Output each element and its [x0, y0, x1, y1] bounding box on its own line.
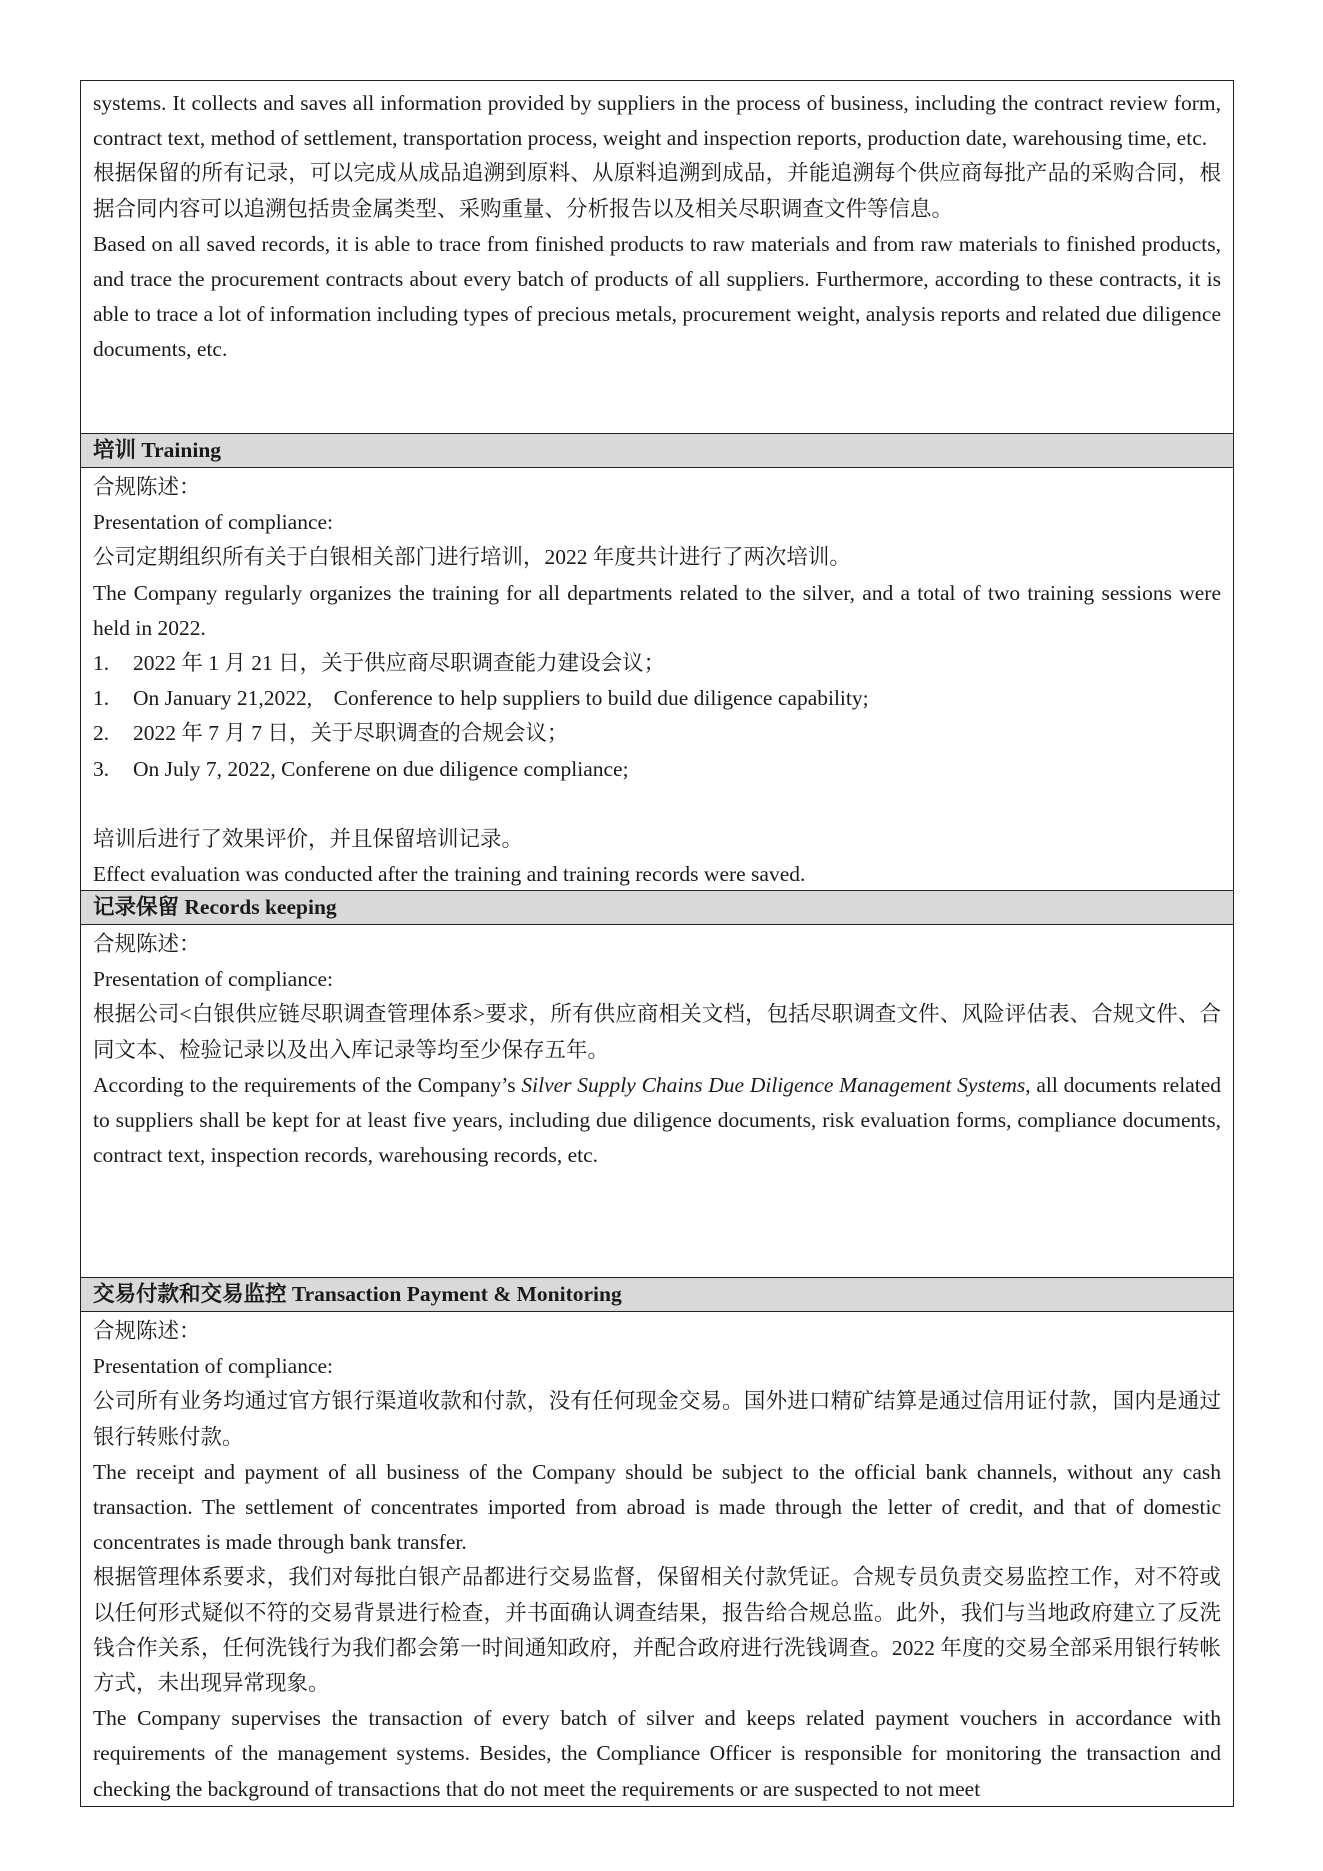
transaction-paragraph-2-cn: 根据管理体系要求，我们对每批白银产品都进行交易监督，保留相关付款凭证。合规专员负责交易监控工作，对不符或以任何形式疑似不符的交易背景进行检查，并书面确认调查结果，报告给合规总监。此外，我们与当地政府建立了反洗钱合作关系，任何洗钱行为我们都会第一时间通知政府，并配合政府进行洗钱调查。2022 年度的交易全部采用银行转帐方式，未出现异常现象。: [93, 1565, 1221, 1696]
records-cell: [81, 925, 1233, 1277]
list-item-number: 3.: [93, 756, 110, 781]
list-item-number: 1.: [93, 686, 110, 711]
spacer: [93, 787, 1221, 822]
training-label-cn: 合规陈述：: [93, 475, 201, 499]
list-item: [93, 681, 1221, 716]
list-item: [93, 752, 1221, 787]
list-item-number: 1.: [93, 651, 110, 676]
list-item-number: 2.: [93, 721, 110, 746]
training-paragraph-cn: 公司定期组织所有关于白银相关部门进行培训，2022 年度共计进行了两次培训。: [93, 545, 851, 570]
training-evaluation-en: Effect evaluation was conducted after the training and training records were saved.: [93, 862, 806, 887]
records-paragraph-cn: 根据公司<白银供应链尽职调查管理体系>要求，所有供应商相关文档，包括尽职调查文件、风险评估表、合规文件、合同文本、检验记录以及出入库记录等均至少保存五年。: [93, 1002, 1221, 1062]
training-evaluation-cn: 培训后进行了效果评价，并且保留培训记录。: [93, 827, 524, 852]
training-label-en: Presentation of compliance:: [93, 510, 334, 535]
intro-cell: [81, 81, 1233, 433]
list-item-text: On January 21,2022, Conference to help suppliers to build due diligence capability;: [133, 686, 869, 711]
intro-paragraph-1: systems. It collects and saves all information provided by suppliers in the process of business, including the contract review form, contract text, method of settlement, transportation process, weight and inspection reports, production date, warehousing time, etc.: [93, 91, 1221, 151]
list-item-text: 2022 年 7 月 7 日，关于尽职调查的合规会议；: [133, 721, 569, 746]
records-paragraph-en: [93, 1068, 1221, 1174]
training-paragraph-en: The Company regularly organizes the training for all departments related to the silver, and a total of two training sessions were held in 2022.: [93, 580, 1221, 640]
intro-paragraph-2: 根据保留的所有记录，可以完成从成品追溯到原料、从原料追溯到成品，并能追溯每个供应商每批产品的采购合同，根据合同内容可以追溯包括贵金属类型、采购重量、分析报告以及相关尽职调查文件等信息。: [93, 161, 1221, 221]
records-label-en: Presentation of compliance:: [93, 967, 334, 992]
training-cell: [81, 468, 1233, 890]
transaction-label-cn: 合规陈述：: [93, 1319, 201, 1343]
records-system-title: Silver Supply Chains Due Diligence Management Systems: [521, 1072, 1026, 1097]
transaction-paragraph-2-en: The Company supervises the transaction of every batch of silver and keeps related payment vouchers in accordance with requirements of the management systems. Besides, the Compliance Officer is responsible for monitoring the transaction and checking the background of transactions that do not meet the requirements or are suspected to not meet: [93, 1706, 1221, 1801]
transaction-paragraph-1-cn: 公司所有业务均通过官方银行渠道收款和付款，没有任何现金交易。国外进口精矿结算是通过信用证付款，国内是通过银行转账付款。: [93, 1389, 1221, 1449]
list-item: [93, 716, 1221, 751]
list-item: [93, 646, 1221, 681]
transaction-header: 交易付款和交易监控 Transaction Payment & Monitoring: [81, 1277, 1233, 1312]
training-header: 培训 Training: [81, 433, 1233, 468]
records-label-cn: 合规陈述：: [93, 932, 201, 956]
records-text-before: According to the requirements of the Company’s: [93, 1072, 522, 1097]
list-item-text: 2022 年 1 月 21 日，关于供应商尽职调查能力建设会议；: [133, 651, 666, 676]
records-header: 记录保留 Records keeping: [81, 890, 1233, 925]
transaction-cell: [81, 1312, 1233, 1806]
records-text-after: , all documents related to suppliers shall be kept for at least five years, including due diligence documents, risk evaluation forms, compliance documents, contract text, inspection records, warehousing records, etc.: [93, 1072, 1222, 1168]
transaction-label-en: Presentation of compliance:: [93, 1354, 334, 1379]
transaction-paragraph-1-en: The receipt and payment of all business of the Company should be subject to the official bank channels, without any cash transaction. The settlement of concentrates imported from abroad is made through the letter of credit, and that of domestic concentrates is made through bank transfer.: [93, 1459, 1221, 1555]
list-item-text: On July 7, 2022, Conferene on due diligence compliance;: [133, 756, 629, 781]
compliance-table: [80, 80, 1234, 1807]
intro-paragraph-3: Based on all saved records, it is able to trace from finished products to raw materials and from raw materials to finished products, and trace the procurement contracts about every batch of products of all suppliers. Furthermore, according to these contracts, it is able to trace a lot of information including types of precious metals, procurement weight, analysis reports and related due diligence documents, etc.: [93, 231, 1221, 362]
